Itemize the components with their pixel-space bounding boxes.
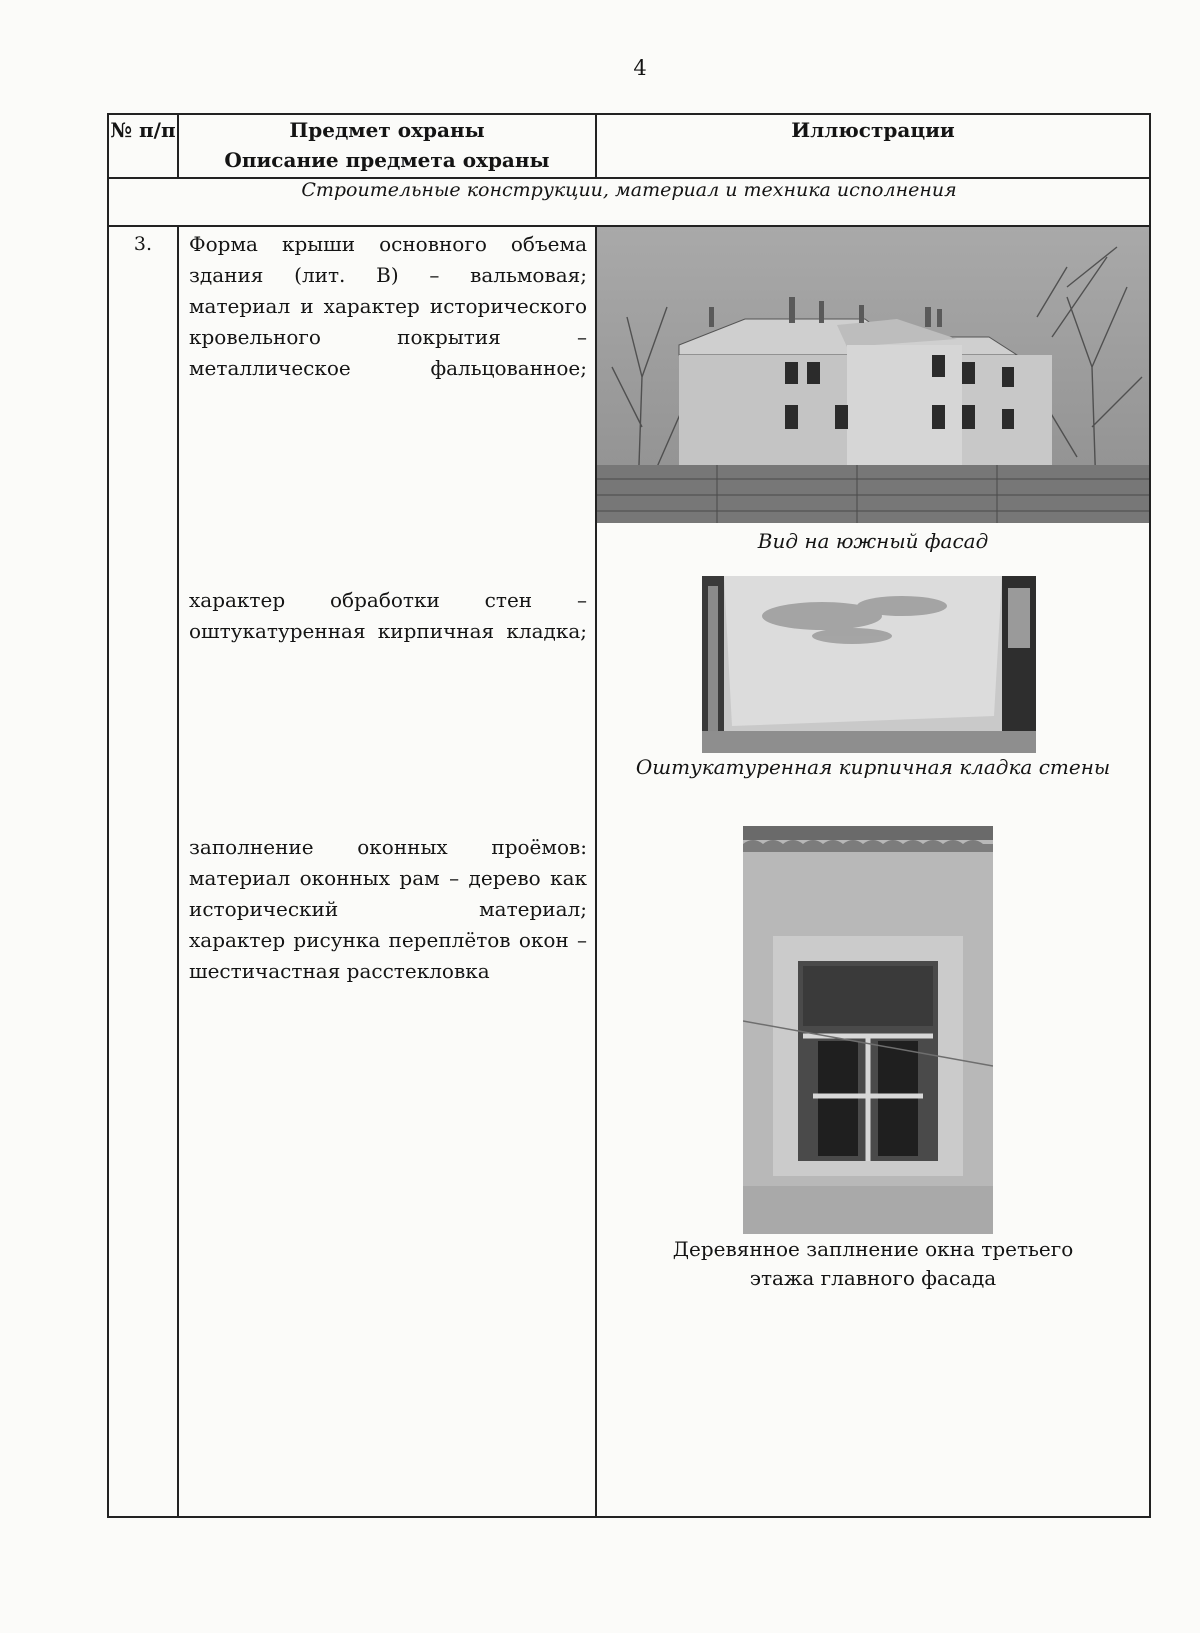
header-number: № п/п <box>108 114 178 178</box>
protection-subject-table <box>107 113 1151 1518</box>
roof-text: Форма крыши основного объема здания (лит. В) – вальмовая; <box>189 232 587 287</box>
row-number: 3. <box>108 226 178 1517</box>
caption-south-facade: Вид на южный фасад <box>757 529 989 553</box>
building-south-facade-photo <box>597 227 1149 523</box>
caption-plastered-wall: Оштукатуренная кирпичная кладка стены <box>635 755 1111 779</box>
plastered-brick-wall-photo <box>702 576 1036 753</box>
caption-window-text: Деревянное заплнение окна третьего этажа главного фасада <box>672 1237 1074 1290</box>
window-mullions-text: характер рисунка переплётов окон – шестичастная расстекловка <box>189 928 587 983</box>
header-subject-line2: Описание предмета охраны <box>224 148 550 172</box>
section-title: Строительные конструкции, материал и техника исполнения <box>108 178 1150 226</box>
section-row <box>108 178 1150 226</box>
caption-window <box>597 1235 1149 1293</box>
table-header-row <box>108 114 1150 178</box>
illustrations-cell <box>596 226 1150 1517</box>
header-illustrations: Иллюстрации <box>596 114 1150 178</box>
windows-description <box>189 832 587 987</box>
description-cell <box>178 226 596 1517</box>
third-floor-window-photo <box>743 826 993 1234</box>
walls-description <box>189 585 587 647</box>
header-subject <box>178 114 596 178</box>
roof-description <box>189 229 587 384</box>
roof-covering-text: материал и характер исторического кровельного покрытия – металлическое фальцованное; <box>189 294 587 380</box>
window-frames-text: заполнение оконных проёмов: материал оконных рам – дерево как исторический материал; <box>189 835 587 921</box>
table-row <box>108 226 1150 1517</box>
page-number: 4 <box>633 56 647 80</box>
walls-text: характер обработки стен – оштукатуренная кирпичная кладка; <box>189 588 587 643</box>
header-subject-line1: Предмет охраны <box>289 118 485 142</box>
